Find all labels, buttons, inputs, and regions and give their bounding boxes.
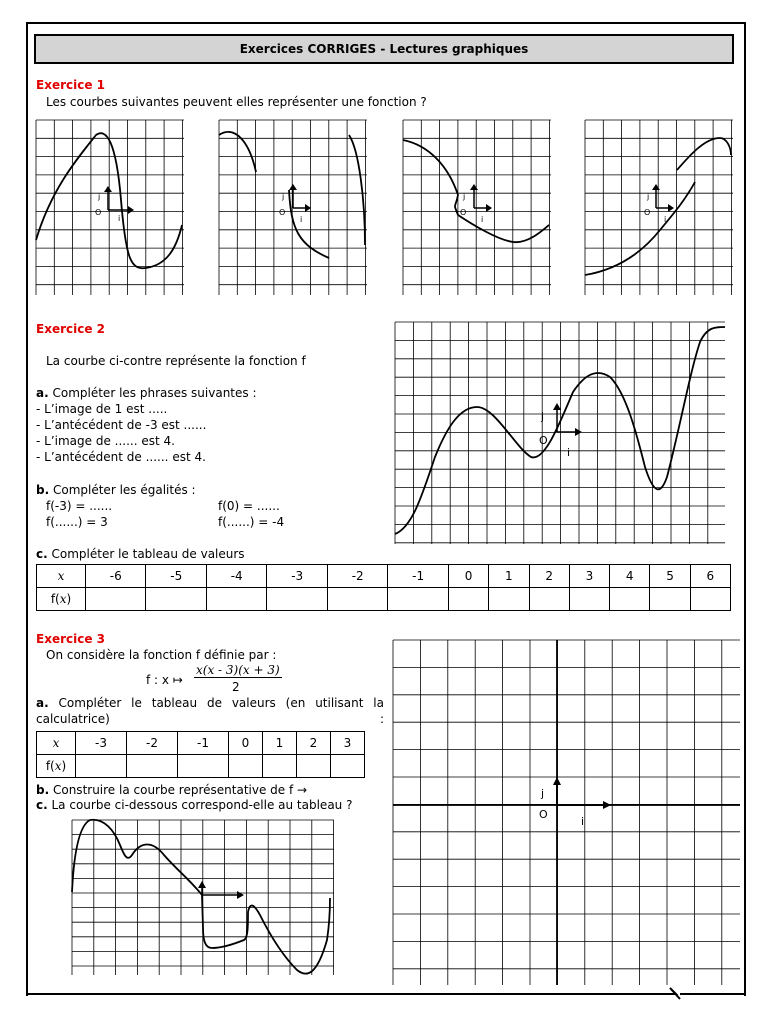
ex3-x-cell: 2 <box>296 732 330 755</box>
ex2-f-cell[interactable] <box>690 588 730 611</box>
ex2-f-cell[interactable] <box>206 588 266 611</box>
ex2-graph <box>395 322 725 544</box>
ex3-x-cell: 0 <box>229 732 263 755</box>
equality-3: f(......) = 3 <box>46 515 108 529</box>
ex2-f-cell[interactable] <box>489 588 529 611</box>
ex3-x-header: x <box>37 732 76 755</box>
sentence-3: - L’image de ...... est 4. <box>36 434 175 448</box>
svg-text:O: O <box>279 208 286 217</box>
ex3-value-table <box>36 731 365 778</box>
exercise-3-a: a. Compléter le tableau de valeurs (en utilisant la calculatrice) : <box>36 696 384 726</box>
ex2-x-cell: -5 <box>146 565 206 588</box>
equality-2: f(0) = ...... <box>218 499 280 513</box>
sentence-2: - L’antécédent de -3 est ...... <box>36 418 207 432</box>
ex2-x-cell: 1 <box>489 565 529 588</box>
exercise-2-c: c. Compléter le tableau de valeurs <box>36 547 245 561</box>
ex2-x-cell: 2 <box>529 565 569 588</box>
ex3-f-cell[interactable] <box>330 755 364 778</box>
ex3-f-cell[interactable] <box>76 755 127 778</box>
ex2-x-cell: -4 <box>206 565 266 588</box>
formula-numerator: x(x - 3)(x + 3) <box>196 663 280 677</box>
ex2-x-cell: 5 <box>650 565 690 588</box>
svg-text:i: i <box>481 215 484 224</box>
ex2-f-cell[interactable] <box>327 588 387 611</box>
ex3-j: j <box>541 787 545 800</box>
exercise-3-b: b. Construire la courbe représentative de f → <box>36 783 308 797</box>
ex3-blank-grid <box>393 640 740 985</box>
ex2-f-cell[interactable] <box>388 588 448 611</box>
svg-text:j: j <box>647 192 650 201</box>
ex2-x-header: x <box>37 565 86 588</box>
ex2-f-cell[interactable] <box>86 588 146 611</box>
ex2-x-cell: 0 <box>448 565 488 588</box>
ex2-f-cell[interactable] <box>267 588 327 611</box>
ex3-f-cell[interactable] <box>296 755 330 778</box>
sentence-1: - L’image de 1 est ..... <box>36 402 168 416</box>
page-frame-bottom <box>26 993 666 995</box>
ex3-i: i <box>581 815 585 828</box>
ex3-f-cell[interactable] <box>229 755 263 778</box>
page-title: Exercices CORRIGES - Lectures graphiques <box>34 34 734 64</box>
equality-1: f(-3) = ...... <box>46 499 113 513</box>
ex2-f-cell[interactable] <box>650 588 690 611</box>
exercise-2-a: a. Compléter les phrases suivantes : <box>36 386 257 400</box>
exercise-1-question: Les courbes suivantes peuvent elles représenter une fonction ? <box>46 95 427 109</box>
ex2-f-header: f(x) <box>37 588 86 611</box>
ex2-origin: O <box>539 434 548 447</box>
ex2-x-cell: 6 <box>690 565 730 588</box>
ex3-small-graph <box>72 820 334 975</box>
page-frame-bottom-right <box>680 993 744 995</box>
ex1-graph-2 <box>219 120 367 295</box>
ex2-x-cell: 3 <box>569 565 609 588</box>
svg-text:j: j <box>463 192 466 201</box>
ex2-f-cell[interactable] <box>146 588 206 611</box>
ex3-f-cell[interactable] <box>262 755 296 778</box>
ex2-i: i <box>567 446 571 459</box>
svg-text:i: i <box>300 215 303 224</box>
ex2-x-cell: 4 <box>610 565 650 588</box>
ex3-x-cell: 1 <box>262 732 296 755</box>
ex3-x-cell: -3 <box>76 732 127 755</box>
ex2-x-cell: -1 <box>388 565 448 588</box>
ex2-x-cell: -6 <box>86 565 146 588</box>
formula-denominator: 2 <box>232 680 240 694</box>
ex1-graph-4 <box>585 120 733 295</box>
svg-text:i: i <box>664 215 667 224</box>
ex2-f-cell[interactable] <box>448 588 488 611</box>
formula-lhs: f : x ↦ <box>146 673 183 687</box>
ex3-origin: O <box>539 808 548 821</box>
ex2-x-cell: -2 <box>327 565 387 588</box>
ex2-f-cell[interactable] <box>610 588 650 611</box>
svg-text:O: O <box>460 208 467 217</box>
exercise-2-intro: La courbe ci-contre représente la fonction f <box>46 354 306 368</box>
exercise-3-intro: On considère la fonction f définie par : <box>46 648 277 662</box>
ex2-f-cell[interactable] <box>529 588 569 611</box>
ex3-x-cell: -1 <box>178 732 229 755</box>
ex2-x-cell: -3 <box>267 565 327 588</box>
exercise-1-heading: Exercice 1 <box>36 78 105 92</box>
ex1-g1-i: i <box>118 214 121 223</box>
ex3-f-header: f(x) <box>37 755 76 778</box>
ex1-graph-3 <box>403 120 551 295</box>
ex3-f-cell[interactable] <box>127 755 178 778</box>
ex2-value-table <box>36 564 731 611</box>
ex2-j: j <box>541 410 545 423</box>
sentence-4: - L’antécédent de ...... est 4. <box>36 450 206 464</box>
equality-4: f(......) = -4 <box>218 515 285 529</box>
exercise-3-c: c. La courbe ci-dessous correspond-elle au tableau ? <box>36 798 353 812</box>
ex2-f-cell[interactable] <box>569 588 609 611</box>
ex1-g1-j: j <box>98 192 101 201</box>
ex1-g1-origin: O <box>95 208 102 217</box>
exercise-3-heading: Exercice 3 <box>36 632 105 646</box>
svg-text:O: O <box>644 208 651 217</box>
exercise-2-b: b. Compléter les égalités : <box>36 483 196 497</box>
ex3-x-cell: 3 <box>330 732 364 755</box>
ex3-f-cell[interactable] <box>178 755 229 778</box>
ex1-graph-1 <box>36 120 184 295</box>
svg-text:j: j <box>282 192 285 201</box>
ex3-x-cell: -2 <box>127 732 178 755</box>
exercise-2-heading: Exercice 2 <box>36 322 105 336</box>
